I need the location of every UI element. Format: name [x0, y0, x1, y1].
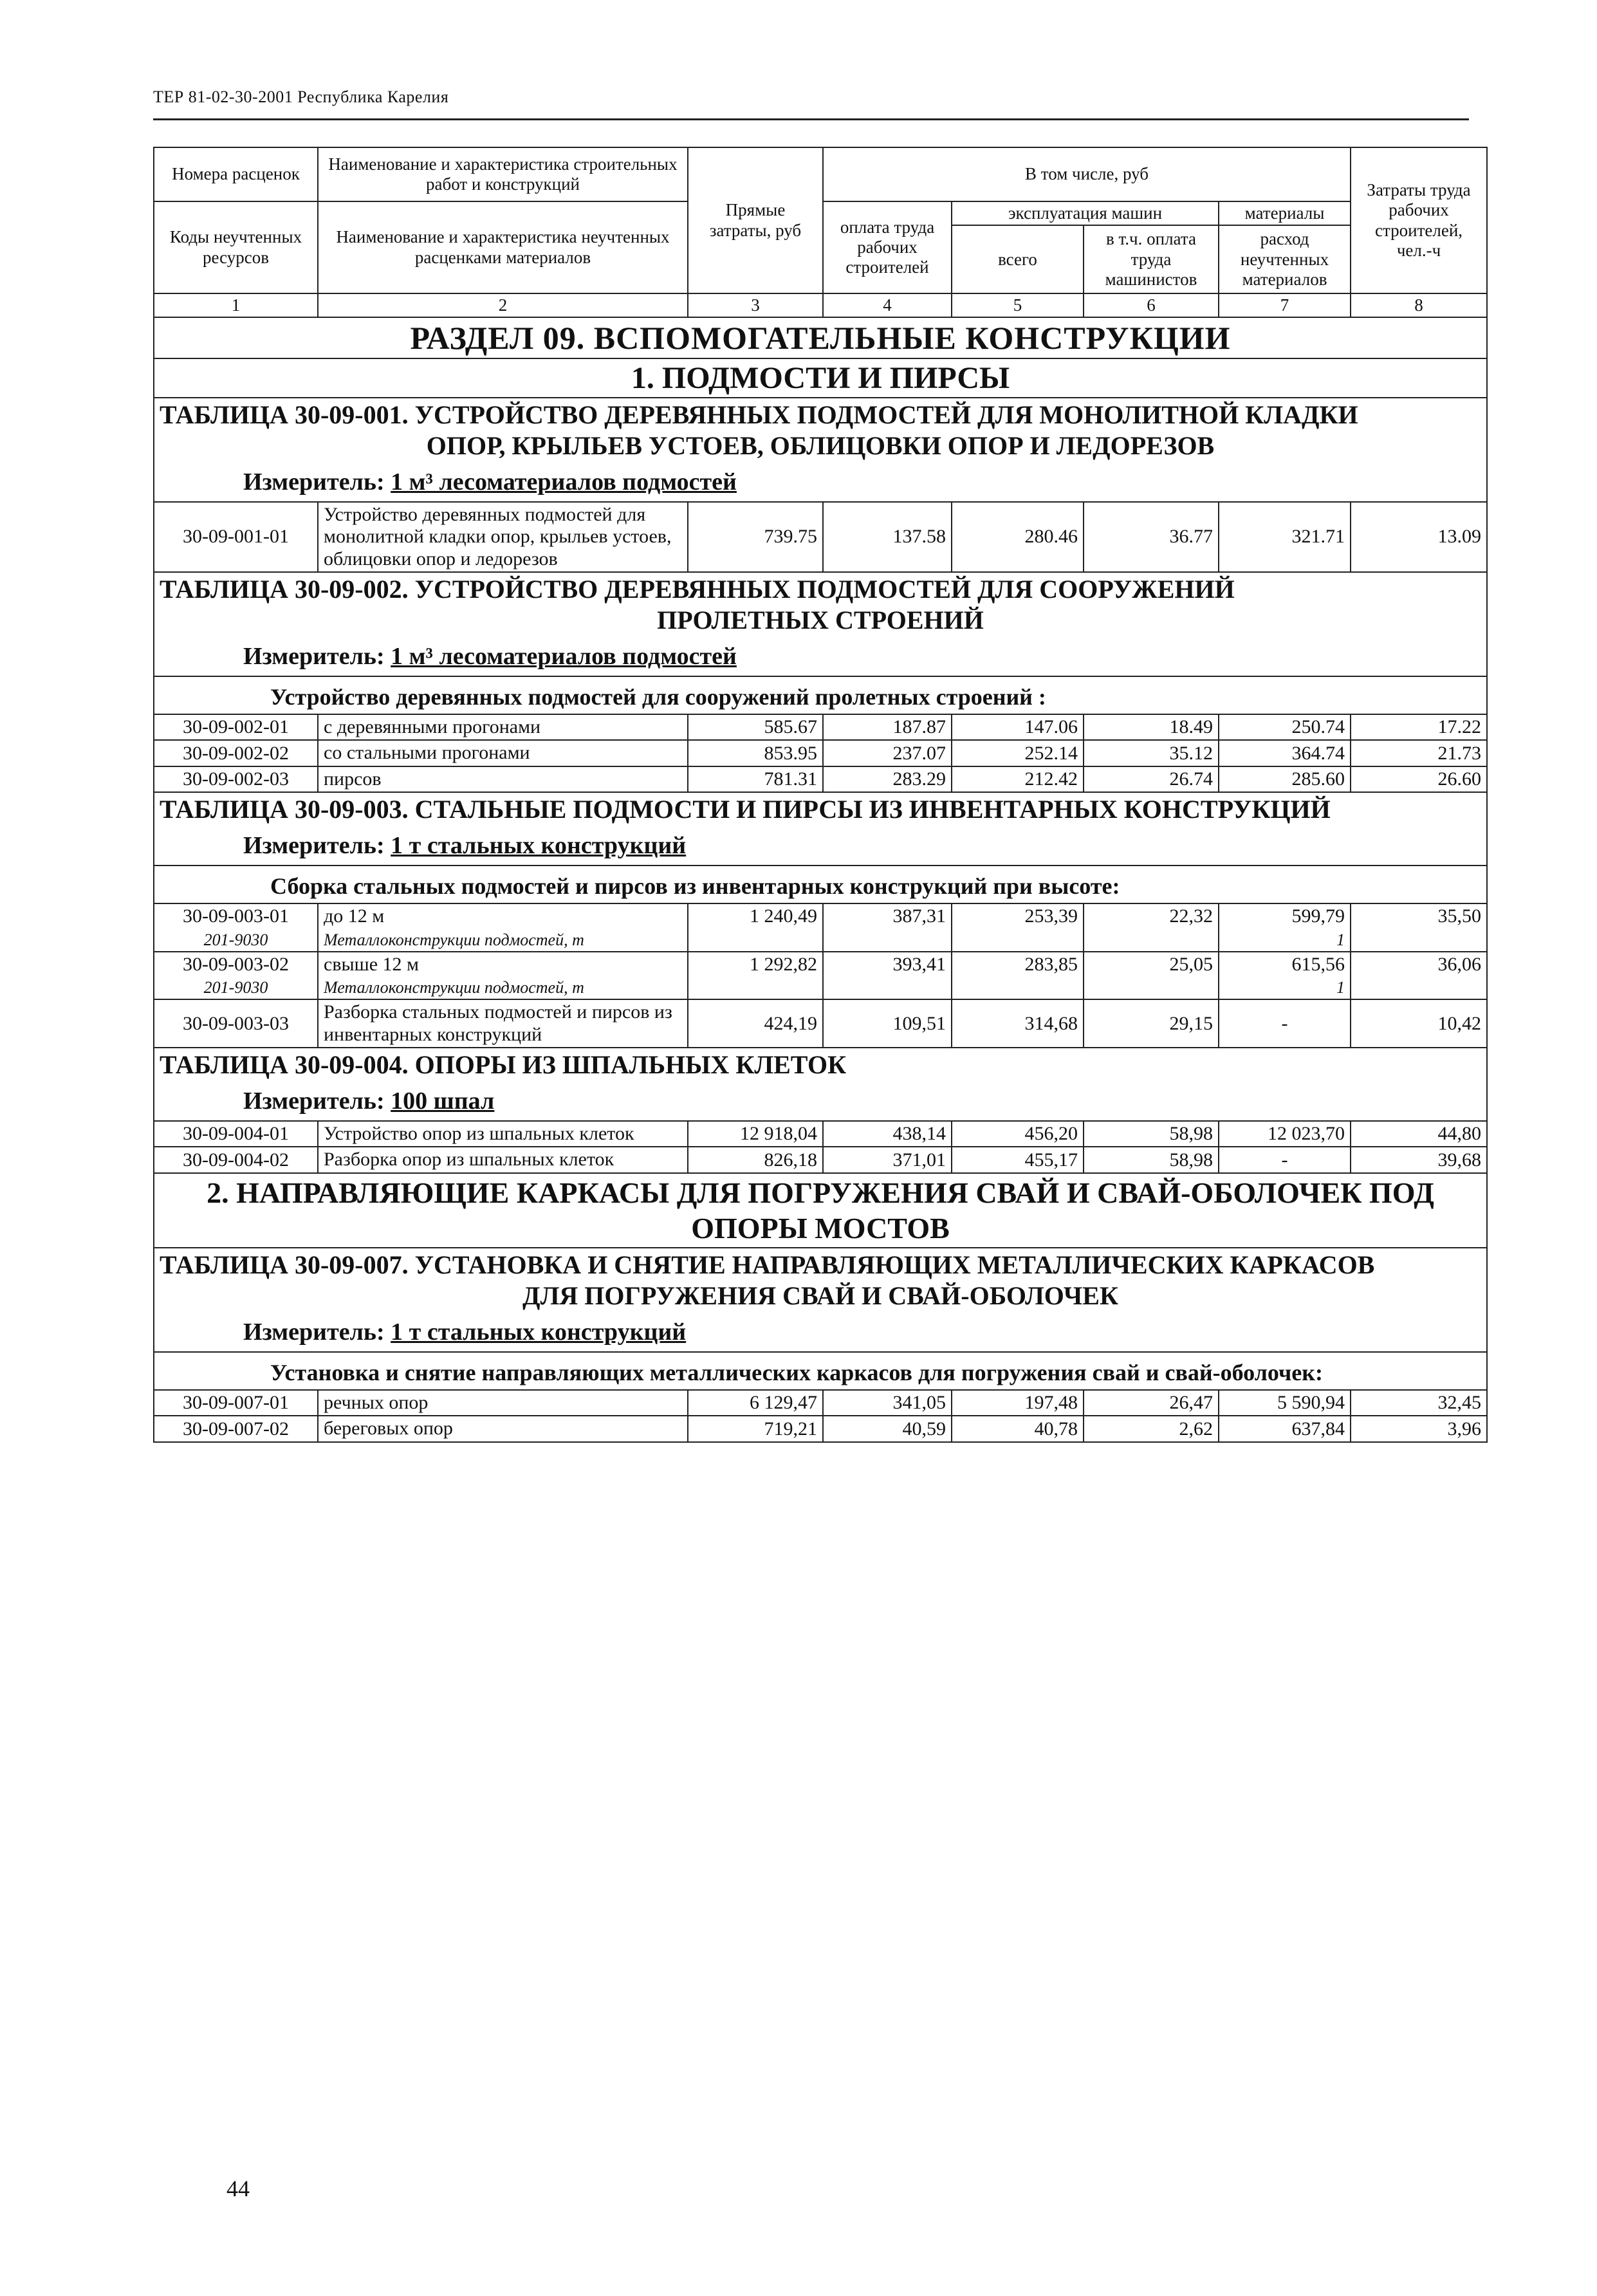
header-machines: эксплуатация машин	[952, 201, 1219, 225]
wage-cost: 237.07	[823, 740, 952, 766]
labor-cost: 17.22	[1351, 714, 1487, 741]
column-number: 6	[1084, 293, 1219, 317]
measure-label: Измеритель:	[243, 1319, 385, 1346]
machinists-wage: 2,62	[1084, 1416, 1219, 1442]
machinists-wage: 25,05	[1084, 952, 1219, 977]
page-number: 44	[226, 2176, 250, 2201]
rate-code: 30-09-003-02	[154, 952, 318, 977]
section-title: РАЗДЕЛ 09. ВСПОМОГАТЕЛЬНЫЕ КОНСТРУКЦИИ	[154, 317, 1487, 358]
measure-line	[160, 1311, 1481, 1350]
direct-costs: 719,21	[688, 1416, 823, 1442]
table-row	[154, 502, 1487, 573]
header-machines-total: всего	[952, 225, 1084, 293]
rate-name: с деревянными прогонами	[318, 714, 688, 741]
resource-name: Металлоконструкции подмостей, т	[318, 977, 688, 999]
rate-name: береговых опор	[318, 1416, 688, 1442]
table-row	[154, 740, 1487, 766]
resource-code: 201-9030	[154, 929, 318, 952]
table-caption-001	[154, 398, 1487, 502]
table-caption-line1: ТАБЛИЦА 30-09-004. ОПОРЫ ИЗ ШПАЛЬНЫХ КЛЕТОК	[160, 1050, 847, 1080]
wage-cost: 341,05	[823, 1390, 952, 1416]
measure-label: Измеритель:	[243, 468, 385, 496]
rate-name: Устройство деревянных подмостей для монолитной кладки опор, крыльев устоев, облицовки опор и ледорезов	[318, 502, 688, 573]
header-codes-top: Номера расценок	[154, 147, 318, 201]
machinists-wage: 26,47	[1084, 1390, 1219, 1416]
resource-quantity: 1	[1219, 977, 1351, 999]
group-row	[154, 676, 1487, 714]
rate-code: 30-09-002-01	[154, 714, 318, 741]
resource-name: Металлоконструкции подмостей, т	[318, 929, 688, 952]
header-direct-costs: Прямые затраты, руб	[688, 147, 823, 293]
group-title: Сборка стальных подмостей и пирсов из инвентарных конструкций при высоте:	[154, 866, 1487, 903]
rates-table	[153, 147, 1488, 1443]
rate-name: пирсов	[318, 766, 688, 793]
rate-name: Устройство опор из шпальных клеток	[318, 1121, 688, 1147]
wage-cost: 109,51	[823, 999, 952, 1048]
measure-label: Измеритель:	[243, 832, 385, 860]
column-number: 4	[823, 293, 952, 317]
rate-code: 30-09-001-01	[154, 502, 318, 573]
direct-costs: 12 918,04	[688, 1121, 823, 1147]
materials-cost: 5 590,94	[1219, 1390, 1351, 1416]
labor-cost: 39,68	[1351, 1147, 1487, 1173]
header-wage: оплата труда рабочих строителей	[823, 201, 952, 293]
table-caption-line2: ОПОР, КРЫЛЬЕВ УСТОЕВ, ОБЛИЦОВКИ ОПОР И ЛЕДОРЕЗОВ	[426, 431, 1215, 461]
table-header-row	[154, 147, 1487, 201]
header-machines-wage: в т.ч. оплата труда машинистов	[1084, 225, 1219, 293]
direct-costs: 585.67	[688, 714, 823, 741]
header-name-top: Наименование и характеристика строительных работ и конструкций	[318, 147, 688, 201]
measure-unit: 100 шпал	[391, 1088, 495, 1115]
materials-cost: 637,84	[1219, 1416, 1351, 1442]
wage-cost: 371,01	[823, 1147, 952, 1173]
rate-code: 30-09-003-03	[154, 999, 318, 1048]
header-name-bottom: Наименование и характеристика неучтенных расценками материалов	[318, 201, 688, 293]
machines-cost: 456,20	[952, 1121, 1084, 1147]
materials-cost: 615,56	[1219, 952, 1351, 977]
rate-code: 30-09-002-02	[154, 740, 318, 766]
wage-cost: 40,59	[823, 1416, 952, 1442]
labor-cost: 10,42	[1351, 999, 1487, 1048]
machinists-wage: 36.77	[1084, 502, 1219, 573]
materials-cost: -	[1219, 999, 1351, 1048]
group-title: Устройство деревянных подмостей для сооружений пролетных строений :	[154, 676, 1487, 714]
table-caption-004	[154, 1048, 1487, 1121]
rate-name: до 12 м	[318, 903, 688, 929]
rate-name: со стальными прогонами	[318, 740, 688, 766]
table-row	[154, 714, 1487, 741]
measure-line	[160, 461, 1481, 500]
column-number: 8	[1351, 293, 1487, 317]
machines-cost: 455,17	[952, 1147, 1084, 1173]
table-caption-line1: ТАБЛИЦА 30-09-007. УСТАНОВКА И СНЯТИЕ НАПРАВЛЯЮЩИХ МЕТАЛЛИЧЕСКИХ КАРКАСОВ	[160, 1250, 1375, 1280]
materials-cost: 285.60	[1219, 766, 1351, 793]
rate-name: речных опор	[318, 1390, 688, 1416]
rates-table-frame	[153, 147, 1486, 1443]
machinists-wage: 18.49	[1084, 714, 1219, 741]
machinists-wage: 58,98	[1084, 1147, 1219, 1173]
table-caption-007	[154, 1248, 1487, 1352]
labor-cost: 32,45	[1351, 1390, 1487, 1416]
column-number: 3	[688, 293, 823, 317]
direct-costs: 6 129,47	[688, 1390, 823, 1416]
measure-unit: 1 т стальных конструкций	[391, 1319, 687, 1346]
header-codes-bottom: Коды неучтенных ресурсов	[154, 201, 318, 293]
rate-name: свыше 12 м	[318, 952, 688, 977]
section-row	[154, 317, 1487, 358]
machines-cost: 40,78	[952, 1416, 1084, 1442]
header-materials: материалы	[1219, 201, 1351, 225]
machinists-wage: 35.12	[1084, 740, 1219, 766]
table-caption-002	[154, 572, 1487, 676]
header-labor: Затраты труда рабочих строителей, чел.-ч	[1351, 147, 1487, 293]
measure-unit: 1 т стальных конструкций	[391, 832, 687, 860]
group-row	[154, 1352, 1487, 1390]
machines-cost: 283,85	[952, 952, 1084, 977]
materials-cost: 321.71	[1219, 502, 1351, 573]
measure-label: Измеритель:	[243, 1088, 385, 1115]
machines-cost: 197,48	[952, 1390, 1084, 1416]
labor-cost: 26.60	[1351, 766, 1487, 793]
direct-costs: 1 240,49	[688, 903, 823, 929]
subsection-title: 2. НАПРАВЛЯЮЩИЕ КАРКАСЫ ДЛЯ ПОГРУЖЕНИЯ СВАЙ И СВАЙ-ОБОЛОЧЕК ПОД ОПОРЫ МОСТОВ	[154, 1173, 1487, 1248]
resource-code: 201-9030	[154, 977, 318, 999]
labor-cost: 44,80	[1351, 1121, 1487, 1147]
column-number: 5	[952, 293, 1084, 317]
column-number: 7	[1219, 293, 1351, 317]
table-row	[154, 1121, 1487, 1147]
measure-line	[160, 825, 1481, 864]
rate-code: 30-09-002-03	[154, 766, 318, 793]
measure-line	[160, 636, 1481, 674]
table-row	[154, 903, 1487, 929]
measure-unit: 1 м³ лесоматериалов подмостей	[391, 643, 737, 671]
table-row	[154, 1390, 1487, 1416]
table-row	[154, 1416, 1487, 1442]
table-caption-row	[154, 572, 1487, 676]
machines-cost: 252.14	[952, 740, 1084, 766]
direct-costs: 424,19	[688, 999, 823, 1048]
rate-name: Разборка опор из шпальных клеток	[318, 1147, 688, 1173]
subsection-title: 1. ПОДМОСТИ И ПИРСЫ	[154, 358, 1487, 398]
group-title: Установка и снятие направляющих металлических каркасов для погружения свай и свай-оболочек:	[154, 1352, 1487, 1390]
direct-costs: 1 292,82	[688, 952, 823, 977]
rate-code: 30-09-007-02	[154, 1416, 318, 1442]
rate-name: Разборка стальных подмостей и пирсов из инвентарных конструкций	[318, 999, 688, 1048]
table-row	[154, 999, 1487, 1048]
machines-cost: 314,68	[952, 999, 1084, 1048]
direct-costs: 739.75	[688, 502, 823, 573]
subsection-row	[154, 1173, 1487, 1248]
direct-costs: 853.95	[688, 740, 823, 766]
materials-cost: 599,79	[1219, 903, 1351, 929]
subsection-row	[154, 358, 1487, 398]
rate-code: 30-09-004-02	[154, 1147, 318, 1173]
rate-code: 30-09-004-01	[154, 1121, 318, 1147]
table-caption-row	[154, 398, 1487, 502]
column-number: 2	[318, 293, 688, 317]
rate-code: 30-09-003-01	[154, 903, 318, 929]
header-materials-unaccounted: расход неучтенных материалов	[1219, 225, 1351, 293]
measure-label: Измеритель:	[243, 643, 385, 671]
header-rule	[153, 118, 1469, 120]
machines-cost: 253,39	[952, 903, 1084, 929]
machinists-wage: 22,32	[1084, 903, 1219, 929]
table-caption-line1: ТАБЛИЦА 30-09-002. УСТРОЙСТВО ДЕРЕВЯННЫХ ПОДМОСТЕЙ ДЛЯ СООРУЖЕНИЙ	[160, 575, 1235, 604]
machinists-wage: 26.74	[1084, 766, 1219, 793]
machinists-wage: 58,98	[1084, 1121, 1219, 1147]
table-caption-003	[154, 792, 1487, 866]
table-caption-line2: ДЛЯ ПОГРУЖЕНИЯ СВАЙ И СВАЙ-ОБОЛОЧЕК	[522, 1281, 1118, 1311]
machines-cost: 147.06	[952, 714, 1084, 741]
labor-cost: 3,96	[1351, 1416, 1487, 1442]
measure-line	[160, 1080, 1481, 1119]
measure-unit: 1 м³ лесоматериалов подмостей	[391, 468, 737, 496]
table-row	[154, 1147, 1487, 1173]
table-caption-line1: ТАБЛИЦА 30-09-001. УСТРОЙСТВО ДЕРЕВЯННЫХ ПОДМОСТЕЙ ДЛЯ МОНОЛИТНОЙ КЛАДКИ	[160, 400, 1358, 430]
labor-cost: 21.73	[1351, 740, 1487, 766]
table-caption-row	[154, 1048, 1487, 1121]
resource-row	[154, 977, 1487, 999]
direct-costs: 781.31	[688, 766, 823, 793]
wage-cost: 387,31	[823, 903, 952, 929]
column-number: 1	[154, 293, 318, 317]
labor-cost: 13.09	[1351, 502, 1487, 573]
table-row	[154, 952, 1487, 977]
machines-cost: 280.46	[952, 502, 1084, 573]
resource-row	[154, 929, 1487, 952]
table-caption-row	[154, 1248, 1487, 1352]
wage-cost: 283.29	[823, 766, 952, 793]
labor-cost: 36,06	[1351, 952, 1487, 977]
header-including: В том числе, руб	[823, 147, 1351, 201]
rate-code: 30-09-007-01	[154, 1390, 318, 1416]
materials-cost: 250.74	[1219, 714, 1351, 741]
table-row	[154, 766, 1487, 793]
materials-cost: -	[1219, 1147, 1351, 1173]
wage-cost: 438,14	[823, 1121, 952, 1147]
document-header: ТЕР 81-02-30-2001 Республика Карелия	[153, 88, 449, 106]
table-caption-line1: ТАБЛИЦА 30-09-003. СТАЛЬНЫЕ ПОДМОСТИ И ПИРСЫ ИЗ ИНВЕНТАРНЫХ КОНСТРУКЦИЙ	[160, 795, 1331, 824]
group-row	[154, 866, 1487, 903]
wage-cost: 137.58	[823, 502, 952, 573]
labor-cost: 35,50	[1351, 903, 1487, 929]
direct-costs: 826,18	[688, 1147, 823, 1173]
materials-cost: 12 023,70	[1219, 1121, 1351, 1147]
materials-cost: 364.74	[1219, 740, 1351, 766]
resource-quantity: 1	[1219, 929, 1351, 952]
wage-cost: 187.87	[823, 714, 952, 741]
machines-cost: 212.42	[952, 766, 1084, 793]
column-numbers-row	[154, 293, 1487, 317]
table-caption-row	[154, 792, 1487, 866]
machinists-wage: 29,15	[1084, 999, 1219, 1048]
table-caption-line2: ПРОЛЕТНЫХ СТРОЕНИЙ	[657, 606, 984, 635]
wage-cost: 393,41	[823, 952, 952, 977]
